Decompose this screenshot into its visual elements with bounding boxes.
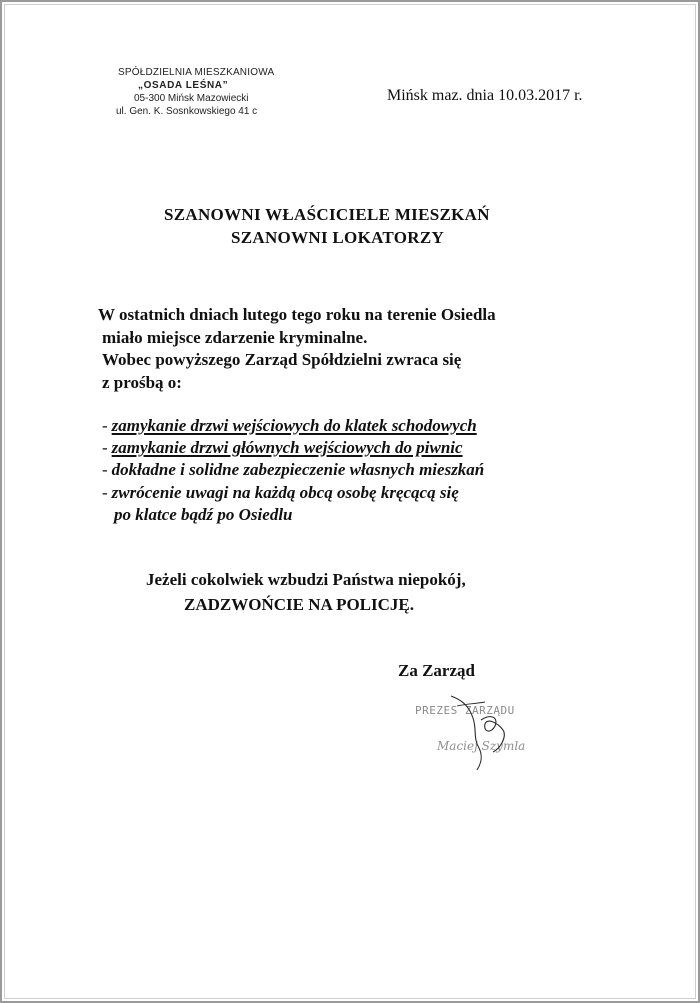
signature-stamp	[407, 692, 557, 772]
letterhead-org-name: „OSADA LEŚNA”	[138, 80, 229, 91]
warning-line: Jeżeli cokolwiek wzbudzi Państwa niepokój,	[146, 570, 466, 589]
request-item	[102, 459, 484, 481]
signoff: Za Zarząd	[398, 661, 475, 680]
request-text: zwrócenie uwagi na każdą obcą osobę kręcącą się	[111, 482, 459, 502]
intro-line: Wobec powyższego Zarząd Spółdzielni zwraca się	[102, 350, 462, 369]
list-dash: -	[102, 438, 108, 458]
call-police-line: ZADZWOŃCIE NA POLICJĘ.	[184, 595, 415, 614]
request-continuation: po klatce bądź po Osiedlu	[114, 504, 293, 524]
request-text: zamykanie drzwi wejściowych do klatek schodowych	[111, 416, 477, 435]
letterhead-org-type: SPÓŁDZIELNIA MIESZKANIOWA	[118, 67, 275, 78]
intro-line: W ostatnich dniach lutego tego roku na terenie Osiedla	[98, 305, 496, 324]
intro-line: z prośbą o:	[102, 372, 182, 392]
request-text: zamykanie drzwi głównych wejściowych do piwnic	[111, 438, 463, 458]
stamp-title: PREZES ZARZĄDU	[415, 704, 515, 717]
stamp-name: Maciej Szymla	[437, 739, 526, 753]
heading-owners: SZANOWNI WŁAŚCICIELE MIESZKAŃ	[164, 205, 490, 224]
request-list	[102, 415, 484, 526]
list-dash: -	[102, 482, 108, 502]
letterhead-postal-city: 05-300 Mińsk Mazowiecki	[134, 93, 249, 104]
intro-paragraph	[98, 304, 496, 394]
list-dash: -	[102, 460, 108, 480]
heading-tenants: SZANOWNI LOKATORZY	[231, 228, 445, 247]
request-text: dokładne i solidne zabezpieczenie własnych mieszkań	[111, 460, 485, 480]
request-item	[102, 437, 484, 459]
list-dash: -	[102, 416, 108, 435]
letterhead-street: ul. Gen. K. Sosnkowskiego 41 c	[116, 106, 258, 117]
letterhead-stamp	[110, 66, 290, 118]
intro-line: miało miejsce zdarzenie kryminalne.	[102, 327, 368, 347]
date-line: Mińsk maz. dnia 10.03.2017 r.	[387, 87, 583, 104]
request-item	[102, 415, 484, 437]
request-item	[102, 482, 484, 504]
